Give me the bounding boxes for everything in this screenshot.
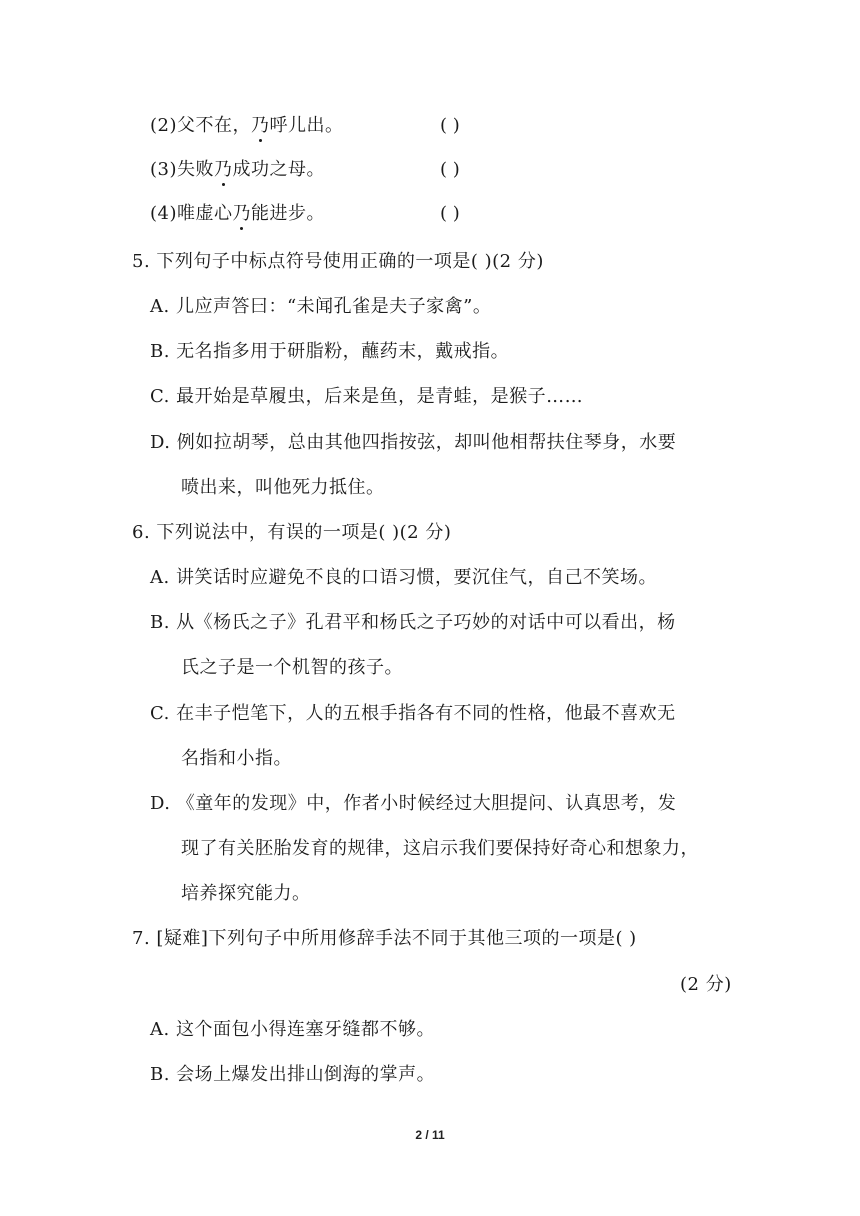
q6-option-d-continuation-1: 现了有关胚胎发育的规律，这启示我们要保持好奇心和想象力， <box>181 838 699 859</box>
q5-option-d[interactable]: D. 例如拉胡琴，总由其他四指按弦，却叫他相帮扶住琴身，水要 <box>150 432 677 453</box>
q6-option-b[interactable]: B. 从《杨氏之子》孔君平和杨氏之子巧妙的对话中可以看出，杨 <box>150 612 676 633</box>
q4-item-3-answer-blank[interactable]: ( ) <box>440 159 460 180</box>
q6-option-b-continuation: 氏之子是一个机智的孩子。 <box>181 657 403 678</box>
q5-stem: 5. 下列句子中标点符号使用正确的一项是( )(2 分) <box>132 251 544 272</box>
q6-option-c-continuation: 名指和小指。 <box>181 748 292 769</box>
q4-item-4-before: (4)唯虚心 <box>150 203 233 224</box>
q7-score: (2 分) <box>680 974 732 995</box>
q4-item-4-answer-blank[interactable]: ( ) <box>440 203 460 224</box>
q4-item-4-after: 能进步。 <box>251 203 325 224</box>
q4-item-3-dotted-char: 乃 <box>214 159 233 180</box>
q5-option-d-continuation: 喷出来，叫他死力抵住。 <box>181 477 385 498</box>
q6-stem: 6. 下列说法中，有误的一项是( )(2 分) <box>132 522 452 543</box>
q4-item-3-after: 成功之母。 <box>232 159 325 180</box>
q7-option-a[interactable]: A. 这个面包小得连塞牙缝都不够。 <box>150 1019 435 1040</box>
q5-option-b[interactable]: B. 无名指多用于研脂粉，蘸药末，戴戒指。 <box>150 341 510 362</box>
q4-item-2-dotted-char: 乃 <box>251 115 270 136</box>
q7-stem: 7. [疑难]下列句子中所用修辞手法不同于其他三项的一项是( ) <box>132 928 637 949</box>
page-number: 2 / 11 <box>415 1128 445 1142</box>
q4-item-3 <box>150 159 325 181</box>
q4-item-4-dotted-char: 乃 <box>232 203 251 224</box>
q4-item-2 <box>150 115 344 137</box>
q4-item-2-after: 呼儿出。 <box>269 115 344 136</box>
q4-item-2-answer-blank[interactable]: ( ) <box>440 115 460 136</box>
q6-option-d-continuation-2: 培养探究能力。 <box>181 883 311 904</box>
q5-option-a[interactable]: A. 儿应声答曰：“未闻孔雀是夫子家禽”。 <box>150 296 492 317</box>
q4-item-4 <box>150 203 325 225</box>
q7-option-b[interactable]: B. 会场上爆发出排山倒海的掌声。 <box>150 1064 436 1085</box>
q6-option-a[interactable]: A. 讲笑话时应避免不良的口语习惯，要沉住气，自己不笑场。 <box>150 567 657 588</box>
q5-option-c[interactable]: C. 最开始是草履虫，后来是鱼，是青蛙，是猴子…… <box>150 386 584 407</box>
q6-option-c[interactable]: C. 在丰子恺笔下，人的五根手指各有不同的性格，他最不喜欢无 <box>150 703 676 724</box>
q4-item-2-before: (2)父不在， <box>150 115 251 136</box>
q4-item-3-before: (3)失败 <box>150 159 214 180</box>
q6-option-d[interactable]: D. 《童年的发现》中，作者小时候经过大胆提问、认真思考，发 <box>150 793 677 814</box>
